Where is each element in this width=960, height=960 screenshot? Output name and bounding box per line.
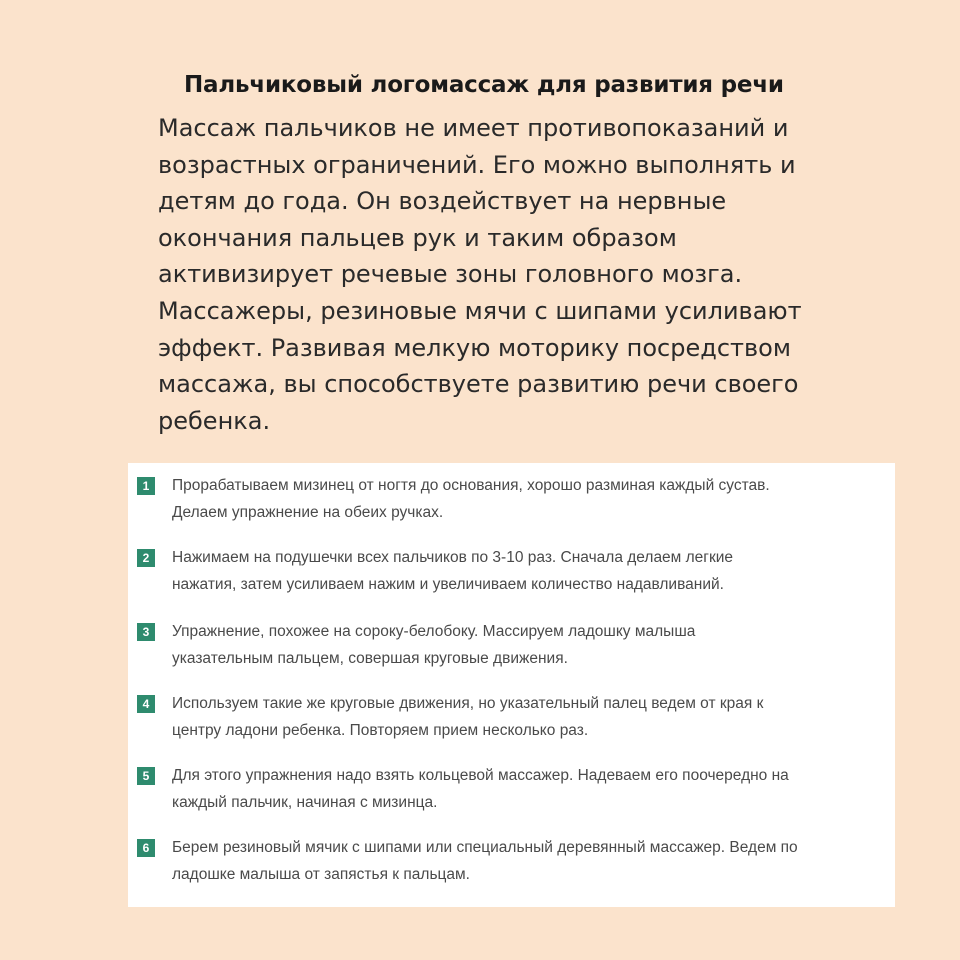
step-number-badge: 4 <box>137 695 155 713</box>
step-number-badge: 3 <box>137 623 155 641</box>
step-text-line: центру ладони ребенка. Повторяем прием несколько раз. <box>172 722 589 739</box>
page-title: Пальчиковый логомассаж для развития речи <box>184 72 784 98</box>
step-text-line: нажатия, затем усиливаем нажим и увеличиваем количество надавливаний. <box>172 576 724 593</box>
step-text-line: Используем такие же круговые движения, но указательный палец ведем от края к <box>172 695 764 712</box>
step-number-badge: 1 <box>137 477 155 495</box>
step-number-badge: 2 <box>137 549 155 567</box>
step-text <box>172 834 887 888</box>
intro-line: массажа, вы способствуете развитию речи своего <box>158 370 799 399</box>
intro-paragraph <box>158 110 858 439</box>
steps-card <box>128 463 895 907</box>
intro-line: активизирует речевые зоны головного мозга. <box>158 260 743 289</box>
step-text-line: Прорабатываем мизинец от ногтя до основания, хорошо разминая каждый сустав. <box>172 477 770 494</box>
intro-line: детям до года. Он воздействует на нервные <box>158 187 727 216</box>
step-text <box>172 544 887 598</box>
step-text-line: Делаем упражнение на обеих ручках. <box>172 504 444 521</box>
step-text-line: Берем резиновый мячик с шипами или специальный деревянный массажер. Ведем по <box>172 839 798 856</box>
step-text-line: Нажимаем на подушечки всех пальчиков по 3-10 раз. Сначала делаем легкие <box>172 549 734 566</box>
intro-line: Массажеры, резиновые мячи с шипами усиливают <box>158 296 802 325</box>
step-number-badge: 6 <box>137 839 155 857</box>
intro-line: ребенка. <box>158 406 271 435</box>
intro-line: Массаж пальчиков не имеет противопоказаний и <box>158 114 789 142</box>
step-text <box>172 690 887 744</box>
step-text-line: ладошке малыша от запястья к пальцам. <box>172 866 470 883</box>
intro-line: возрастных ограничений. Его можно выполнять и <box>158 150 796 179</box>
step-text-line: каждый пальчик, начиная с мизинца. <box>172 794 438 811</box>
step-text-line: Упражнение, похожее на сороку-белобоку. Массируем ладошку малыша <box>172 623 696 640</box>
intro-line: эффект. Развивая мелкую моторику посредством <box>158 333 791 362</box>
step-text <box>172 762 887 816</box>
step-text <box>172 618 887 672</box>
step-number-badge: 5 <box>137 767 155 785</box>
step-text <box>172 472 887 526</box>
intro-line: окончания пальцев рук и таким образом <box>158 223 677 252</box>
step-text-line: указательным пальцем, совершая круговые движения. <box>172 650 568 667</box>
step-text-line: Для этого упражнения надо взять кольцевой массажер. Надеваем его поочередно на <box>172 767 789 784</box>
